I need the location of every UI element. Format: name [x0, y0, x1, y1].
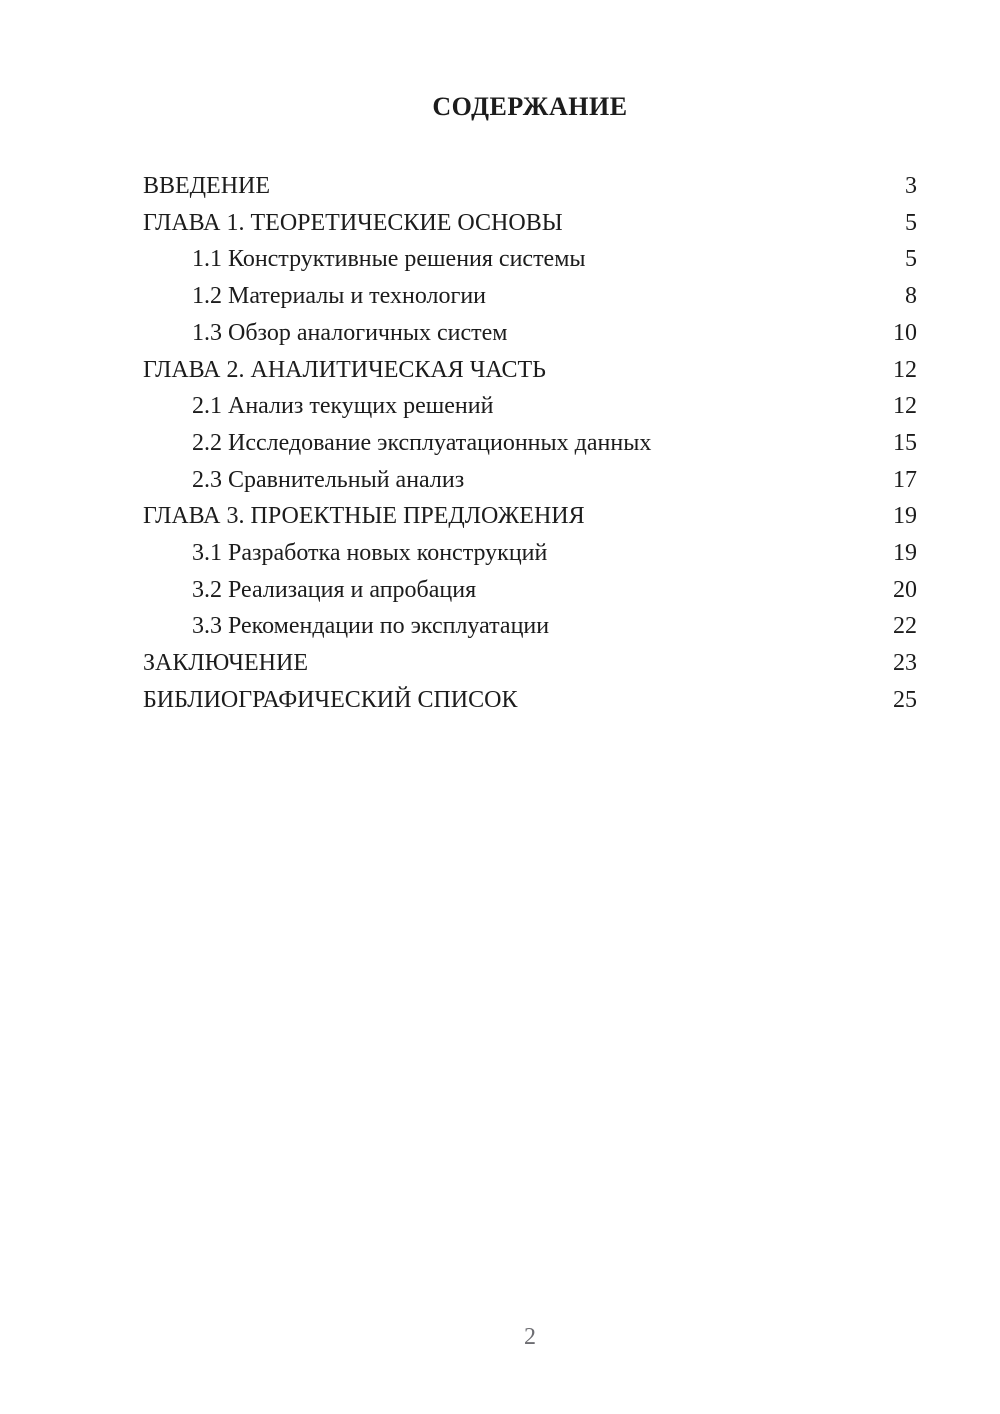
toc-entry-label: 1.2 Материалы и технологии — [192, 283, 487, 310]
toc-entry — [143, 645, 917, 682]
toc-entry-label: ЗАКЛЮЧЕНИЕ — [143, 650, 308, 677]
toc-entry — [143, 498, 917, 535]
toc-entry-page: 15 — [893, 429, 917, 456]
toc-entry — [143, 241, 917, 278]
toc-entry — [143, 352, 917, 389]
toc-entry-page: 3 — [905, 173, 917, 199]
toc-entry-page: 5 — [905, 246, 917, 273]
toc-entry-page: 12 — [893, 393, 917, 420]
toc-entry-page: 8 — [905, 283, 917, 310]
toc-entry-label: 3.2 Реализация и апробация — [192, 576, 477, 603]
toc-entry-label: 3.3 Рекомендации по эксплуатации — [192, 613, 550, 640]
toc-entry — [143, 278, 917, 315]
page-title: СОДЕРЖАНИЕ — [432, 92, 628, 121]
toc-entry-label: 2.1 Анализ текущих решений — [192, 393, 494, 420]
toc-entry — [143, 462, 917, 499]
toc-entry-page: 22 — [893, 613, 917, 640]
toc-entry-label: ГЛАВА 1. ТЕОРЕТИЧЕСКИЕ ОСНОВЫ — [143, 209, 563, 236]
toc-entry-label: 3.1 Разработка новых конструкций — [192, 540, 548, 567]
toc-entry-label: 1.1 Конструктивные решения системы — [192, 246, 586, 273]
toc-entry-page: 5 — [905, 209, 917, 236]
toc-entry-label: ГЛАВА 3. ПРОЕКТНЫЕ ПРЕДЛОЖЕНИЯ — [143, 503, 585, 530]
toc-entry-label: ВВЕДЕНИЕ — [143, 173, 271, 199]
page-number: 2 — [524, 1324, 536, 1350]
toc-entry-page: 10 — [893, 319, 917, 346]
toc-entry-page: 19 — [893, 540, 917, 567]
toc-entry — [143, 572, 917, 609]
toc-entry — [143, 682, 917, 719]
toc-entry-page: 23 — [893, 650, 917, 677]
toc-list — [143, 168, 917, 719]
toc-entry — [143, 205, 917, 242]
toc-entry-page: 20 — [893, 576, 917, 603]
toc-entry-page: 17 — [893, 466, 917, 493]
toc-entry — [143, 388, 917, 425]
toc-entry-page: 12 — [893, 356, 917, 383]
toc-entry-label: 2.2 Исследование эксплуатационных данных — [192, 429, 652, 456]
toc-entry-page: 19 — [893, 503, 917, 530]
toc-entry — [143, 168, 917, 205]
toc-entry-label: БИБЛИОГРАФИЧЕСКИЙ СПИСОК — [143, 686, 518, 713]
toc-entry-label: ГЛАВА 2. АНАЛИТИЧЕСКАЯ ЧАСТЬ — [143, 356, 546, 383]
toc-entry — [143, 608, 917, 645]
toc-entry — [143, 535, 917, 572]
toc-entry — [143, 315, 917, 352]
toc-entry — [143, 425, 917, 462]
toc-entry-label: 1.3 Обзор аналогичных систем — [192, 319, 508, 346]
toc-entry-label: 2.3 Сравнительный анализ — [192, 466, 465, 493]
toc-entry-page: 25 — [893, 686, 917, 713]
